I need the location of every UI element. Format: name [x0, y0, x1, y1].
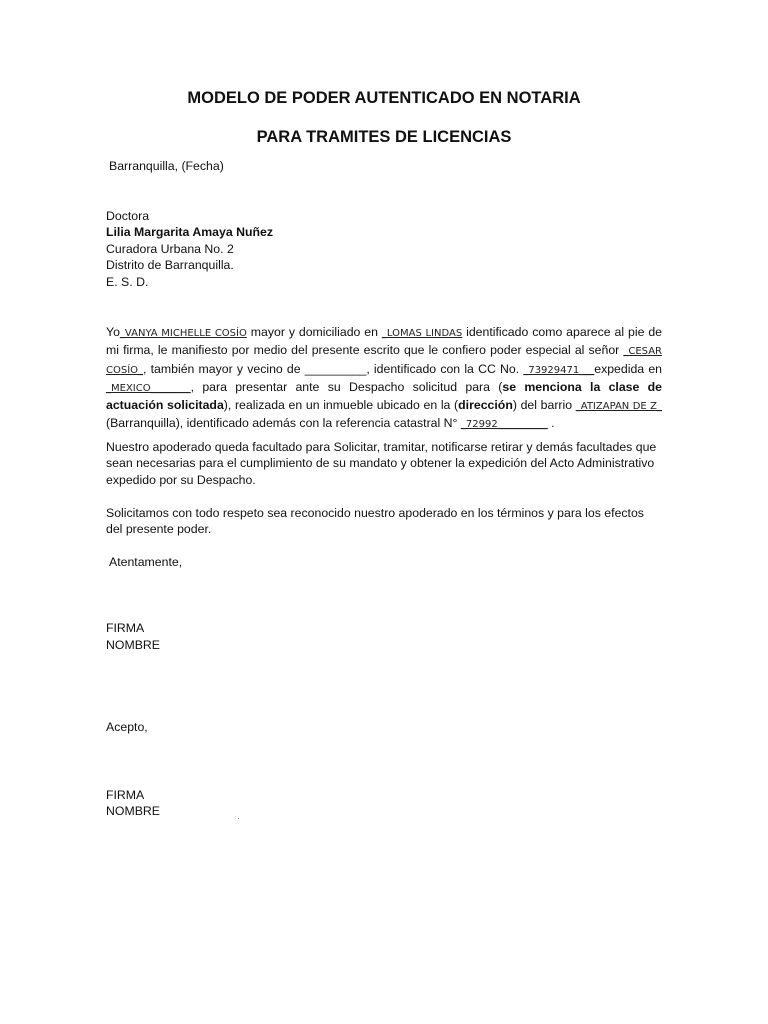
- p1-text: .: [547, 416, 555, 431]
- p1-text: identificado como aparece al pie de mi firma, le manifiesto por medio del presente escrito que le confiero poder especial al señor: [106, 325, 663, 358]
- paragraph-power-grant: [106, 324, 662, 434]
- signature1-firma: FIRMA: [106, 621, 145, 635]
- p1-text: , también mayor y vecino de _________, identificado con la CC No.: [143, 361, 524, 376]
- paragraph-request: Solicitamos con todo respeto sea reconocido nuestro apoderado en los términos y para los efectos del presente poder.: [106, 506, 644, 537]
- document-subtitle: PARA TRAMITES DE LICENCIAS: [256, 128, 512, 146]
- p1-text: ), realizada en un inmueble ubicado en la (: [223, 398, 459, 413]
- signature1-nombre: NOMBRE: [106, 638, 160, 652]
- scan-speck: [238, 818, 239, 819]
- recipient-salutation: Doctora: [106, 209, 150, 223]
- paragraph-attorney-faculties: Nuestro apoderado queda facultado para Solicitar, tramitar, notificarse retirar y demás facultades que sean necesarias para el cumplimiento de su mandato y obtener la expedición del Acto Administrativo expedido por su Despacho.: [106, 440, 657, 487]
- closing-text: Atentamente,: [109, 555, 183, 569]
- p1-text: Yo: [106, 325, 120, 339]
- p1-text: ) del barrio: [512, 398, 576, 413]
- p1-bold-text: dirección: [458, 398, 513, 413]
- recipient-position: Curadora Urbana No. 2: [106, 242, 234, 256]
- accept-text: Acepto,: [106, 720, 148, 734]
- p1-text: expedida en: [594, 361, 663, 376]
- signature2-firma: FIRMA: [106, 788, 145, 802]
- recipient-esd: E. S. D.: [106, 275, 149, 289]
- grantor-name-field: _VANYA MICHELLE COSÍO: [119, 328, 247, 339]
- recipient-name: Lilia Margarita Amaya Nuñez: [106, 225, 273, 239]
- place-date: Barranquilla, (Fecha): [109, 159, 224, 173]
- p1-bold-text: se menciona la clase de actuación solicitada: [106, 379, 662, 413]
- p1-text: mayor y domiciliado en: [246, 325, 382, 339]
- domicile-field: _LOMAS LINDAS: [381, 328, 463, 339]
- neighborhood-field: _ATIZAPAN DE Z_: [575, 401, 662, 413]
- document-title: MODELO DE PODER AUTENTICADO EN NOTARIA: [187, 89, 581, 107]
- recipient-district: Distrito de Barranquilla.: [106, 258, 234, 272]
- signature2-nombre: NOMBRE: [106, 804, 160, 818]
- p1-text: , para presentar ante su Despacho solicitud para (: [190, 379, 503, 394]
- p1-text: (Barranquilla), identificado además con la referencia catastral N°: [106, 416, 461, 431]
- expedition-place-field: _MEXICO________: [106, 382, 191, 394]
- cc-number-field: _73929471___: [523, 364, 595, 376]
- cadastral-ref-field: _72992__________: [460, 419, 548, 431]
- attorney-name-field: _CESAR COSÍO_: [106, 346, 662, 376]
